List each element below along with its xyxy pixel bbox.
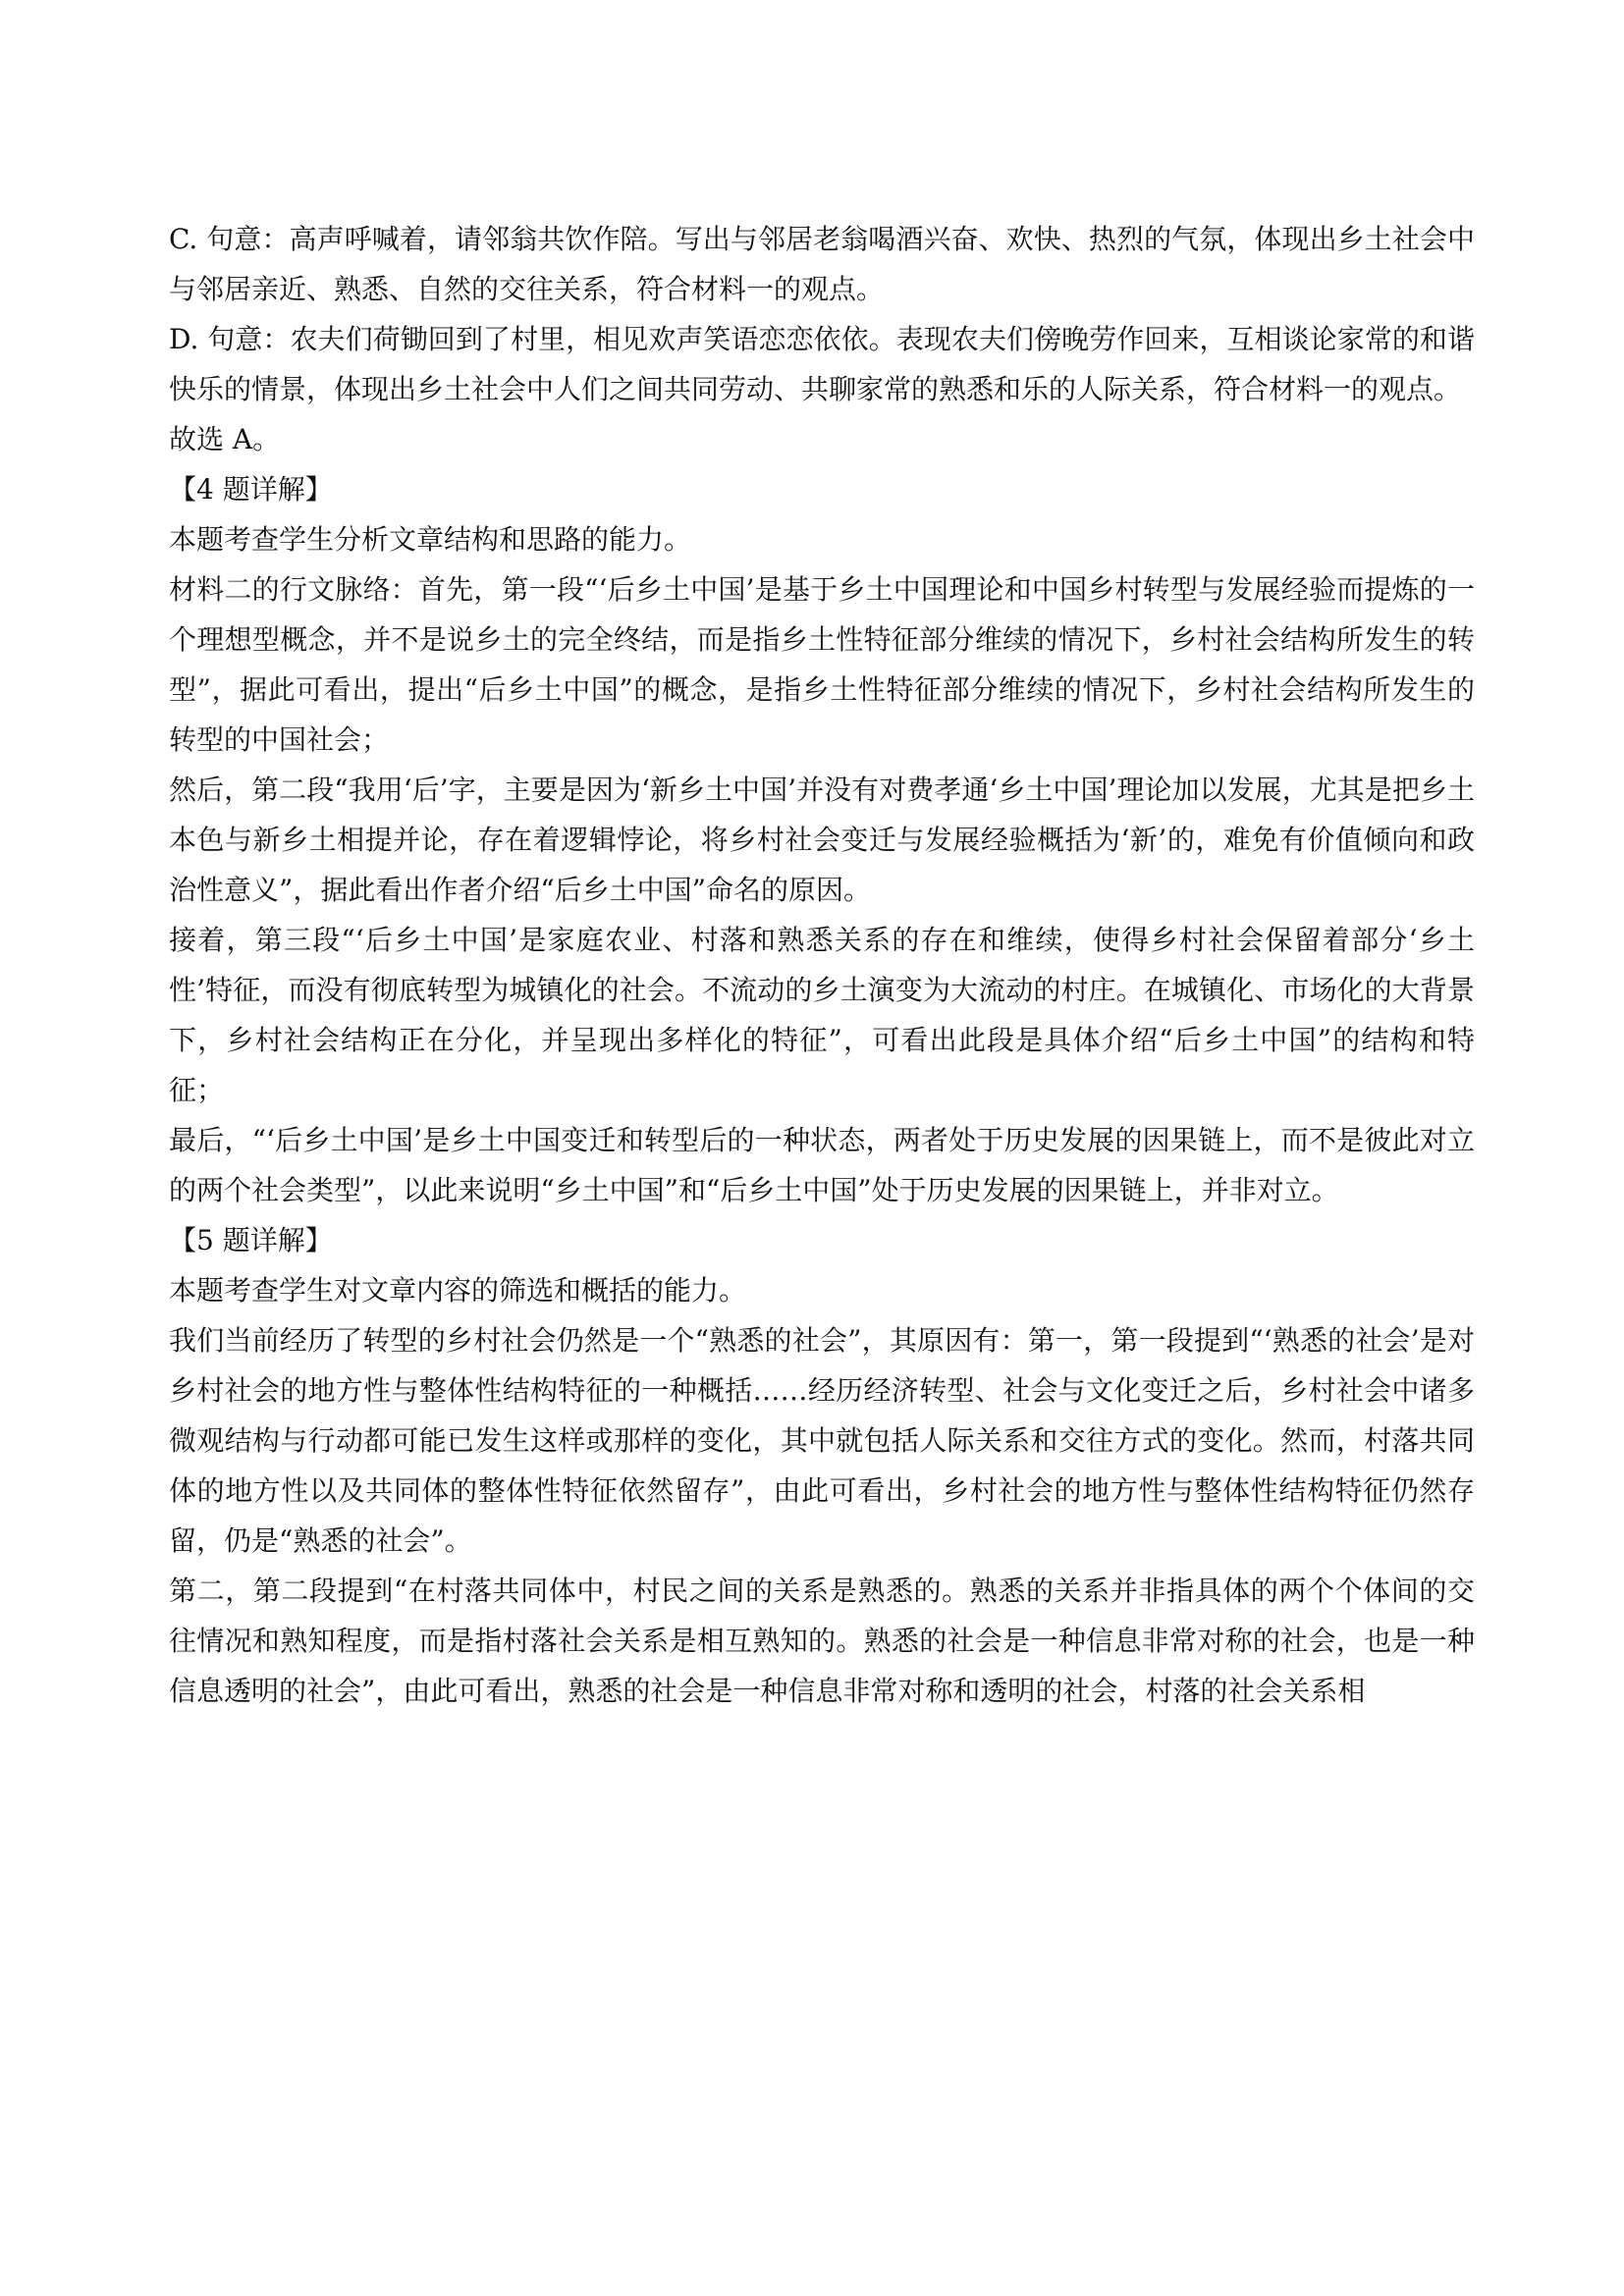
question-5-heading: 【5 题详解】: [169, 1224, 333, 1256]
question-4-paragraph-1: 材料二的行文脉络：首先，第一段“‘后乡土中国’是基于乡土中国理论和中国乡村转型与发展经验而提炼的一个理想型概念，并不是说乡土的完全终结，而是指乡土性特征部分维续的情况下，乡村社会结构所发生的转型”，据此可看出，提出“后乡土中国”的概念，是指乡土性特征部分维续的情况下，乡村社会结构所发生的转型的中国社会；: [169, 573, 1475, 756]
document-page: [169, 214, 1475, 1716]
question-4-heading: 【4 题详解】: [169, 473, 333, 506]
question-4-paragraph-4: 最后，“‘后乡土中国’是乡土中国变迁和转型后的一种状态，两者处于历史发展的因果链上，而不是彼此对立的两个社会类型”，以此来说明“乡土中国”和“后乡土中国”处于历史发展的因果链上，并非对立。: [169, 1124, 1475, 1206]
question-5-paragraph-1: 我们当前经历了转型的乡村社会仍然是一个“熟悉的社会”，其原因有：第一，第一段提到“‘熟悉的社会’是对乡村社会的地方性与整体性结构特征的一种概括……经历经济转型、社会与文化变迁之后，乡村社会中诸多微观结构与行动都可能已发生这样或那样的变化，其中就包括人际关系和交往方式的变化。然而，村落共同体的地方性以及共同体的整体性特征依然留存”，由此可看出，乡村社会的地方性与整体性结构特征仍然存留，仍是“熟悉的社会”。: [169, 1324, 1475, 1557]
question-5-paragraph-2: 第二，第二段提到“在村落共同体中，村民之间的关系是熟悉的。熟悉的关系并非指具体的两个个体间的交往情况和熟知程度，而是指村落社会关系是相互熟知的。熟悉的社会是一种信息非常对称的社会，也是一种信息透明的社会”，由此可看出，熟悉的社会是一种信息非常对称和透明的社会，村落的社会关系相: [169, 1575, 1475, 1707]
answer-option-d-explanation: D. 句意：农夫们荷锄回到了村里，相见欢声笑语恋恋依依。表现农夫们傍晚劳作回来，互相谈论家常的和谐快乐的情景，体现出乡土社会中人们之间共同劳动、共聊家常的熟悉和乐的人际关系，符合材料一的观点。: [169, 323, 1475, 405]
question-4-paragraph-3: 接着，第三段“‘后乡土中国’是家庭农业、村落和熟悉关系的存在和维续，使得乡村社会保留着部分‘乡土性’特征，而没有彻底转型为城镇化的社会。不流动的乡土演变为大流动的村庄。在城镇化、市场化的大背景下，乡村社会结构正在分化，并呈现出多样化的特征”，可看出此段是具体介绍“后乡土中国”的结构和特征；: [169, 924, 1475, 1106]
question-4-paragraph-2: 然后，第二段“我用‘后’字，主要是因为‘新乡土中国’并没有对费孝通‘乡土中国’理论加以发展，尤其是把乡土本色与新乡土相提并论，存在着逻辑悖论，将乡村社会变迁与发展经验概括为‘新’的，难免有价值倾向和政治性意义”，据此看出作者介绍“后乡土中国”命名的原因。: [169, 774, 1475, 906]
question-4-intro: 本题考查学生分析文章结构和思路的能力。: [169, 523, 692, 556]
answer-conclusion: 故选 A。: [169, 423, 281, 455]
answer-option-c-explanation: C. 句意：高声呼喊着，请邻翁共饮作陪。写出与邻居老翁喝酒兴奋、欢快、热烈的气氛，体现出乡土社会中与邻居亲近、熟悉、自然的交往关系，符合材料一的观点。: [169, 223, 1475, 305]
question-5-intro: 本题考查学生对文章内容的筛选和概括的能力。: [169, 1274, 747, 1307]
